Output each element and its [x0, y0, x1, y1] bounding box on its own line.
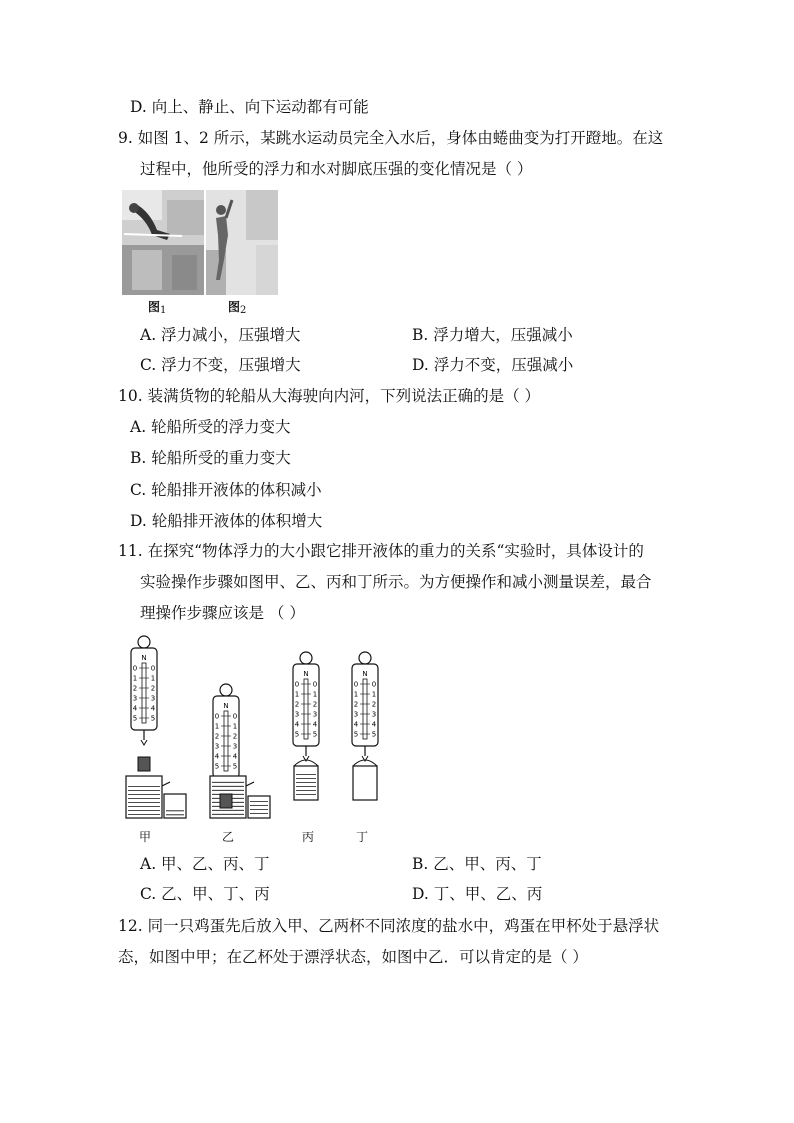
q11-label-jia: 甲: [139, 830, 152, 844]
scale-tick-label-right: 3: [371, 710, 377, 719]
scale-tick-label-left: 3: [294, 710, 300, 719]
beaker-wall: [294, 766, 318, 800]
scale-slot: [224, 711, 228, 771]
scale-tick-label-right: 3: [232, 742, 238, 751]
scale-tick-label-left: 1: [132, 674, 138, 683]
scale-unit: N: [223, 702, 229, 710]
scale-tick-label-left: 2: [214, 732, 220, 741]
weight-block-jia: [138, 757, 150, 771]
weight-block-yi: [220, 794, 232, 808]
bucket-bing: [294, 766, 318, 800]
scale-ring: [359, 652, 371, 664]
q12-stem-line1: 12. 同一只鸡蛋先后放入甲、乙两杯不同浓度的盐水中，鸡蛋在甲杯处于悬浮状: [118, 917, 660, 935]
scale-tick-label-left: 1: [353, 690, 359, 699]
scale-tick-label-left: 3: [353, 710, 359, 719]
scale-tick-label-left: 5: [132, 714, 138, 723]
scale-tick-label-right: 3: [312, 710, 318, 719]
scale-bing: [293, 652, 319, 761]
scale-tick-label-left: 3: [132, 694, 138, 703]
scale-tick-label-left: 0: [353, 680, 359, 689]
scale-tick-label-right: 0: [232, 712, 238, 721]
q8-option-d: D. 向上、静止、向下运动都有可能: [130, 98, 369, 116]
scale-tick-label-right: 0: [150, 664, 156, 673]
scale-tick-label-right: 4: [232, 752, 238, 761]
q11-stem-line3: 理操作步骤应该是 （ ）: [140, 604, 305, 622]
scale-tick-label-left: 0: [214, 712, 220, 721]
q9-option-a: A. 浮力减小，压强增大: [140, 326, 301, 344]
q9-stem-line2: 过程中，他所受的浮力和水对脚底压强的变化情况是（ ）: [140, 160, 533, 178]
q11-option-c: C. 乙、甲、丁、丙: [140, 885, 270, 903]
scale-unit: N: [141, 654, 147, 662]
q9-figure-1-photo: [122, 190, 204, 295]
spout-yi: [246, 782, 254, 786]
q9-figure-2-caption: 图$_2$: [228, 300, 247, 316]
scale-slot: [304, 679, 308, 739]
scale-tick-label-left: 4: [294, 720, 300, 729]
scale-tick-label-right: 5: [150, 714, 156, 723]
scale-tick-label-right: 2: [312, 700, 318, 709]
q9-figure-2-photo: [206, 190, 278, 295]
q10-option-c: C. 轮船排开液体的体积减小: [130, 481, 322, 499]
scale-tick-label-right: 1: [312, 690, 318, 699]
beaker-wall: [353, 766, 377, 800]
scale-tick-label-right: 5: [312, 730, 318, 739]
scale-tick-label-right: 1: [371, 690, 377, 699]
scale-tick-label-right: 4: [312, 720, 318, 729]
overflow-beaker-jia: [126, 776, 162, 818]
scale-tick-label-right: 1: [150, 674, 156, 683]
scale-unit: N: [303, 670, 309, 678]
scale-tick-label-left: 2: [353, 700, 359, 709]
q11-apparatus-figure: [118, 636, 398, 836]
scale-unit: N: [362, 670, 368, 678]
q11-label-ding: 丁: [356, 830, 369, 844]
scale-tick-label-right: 0: [371, 680, 377, 689]
scale-ring: [300, 652, 312, 664]
scale-ring: [138, 636, 150, 648]
q11-option-b: B. 乙、甲、丙、丁: [412, 855, 542, 873]
scale-hook-tip: [141, 740, 147, 745]
q10-option-d: D. 轮船排开液体的体积增大: [130, 512, 323, 530]
q9-option-c: C. 浮力不变，压强增大: [140, 356, 301, 374]
scale-slot: [363, 679, 367, 739]
q9-option-d: D. 浮力不变，压强减小: [412, 356, 574, 374]
scale-tick-label-right: 5: [232, 762, 238, 771]
q11-stem-line2: 实验操作步骤如图甲、乙、丙和丁所示。为方便操作和减小测量误差，最合: [140, 573, 652, 591]
scale-tick-label-right: 4: [150, 704, 156, 713]
spout-jia: [162, 782, 170, 786]
q10-option-b: B. 轮船所受的重力变大: [130, 449, 291, 467]
scale-tick-label-left: 0: [132, 664, 138, 673]
q11-label-yi: 乙: [222, 830, 235, 844]
scale-tick-label-left: 0: [294, 680, 300, 689]
scale-tick-label-right: 0: [312, 680, 318, 689]
q10-option-a: A. 轮船所受的浮力变大: [130, 418, 291, 436]
scale-jia: [131, 636, 157, 745]
scale-tick-label-left: 4: [214, 752, 220, 761]
scale-tick-label-left: 1: [214, 722, 220, 731]
catch-cup-jia: [164, 794, 186, 818]
scale-tick-label-right: 3: [150, 694, 156, 703]
q11-option-a: A. 甲、乙、丙、丁: [140, 855, 270, 873]
q11-label-bing: 丙: [302, 830, 315, 844]
scale-tick-label-left: 2: [132, 684, 138, 693]
scale-slot: [142, 663, 146, 723]
q9-option-b: B. 浮力增大，压强减小: [412, 326, 573, 344]
scale-tick-label-right: 2: [232, 732, 238, 741]
q11-stem-line1: 11. 在探究“物体浮力的大小跟它排开液体的重力的关系“实验时，具体设计的: [118, 542, 644, 560]
scale-tick-label-right: 4: [371, 720, 377, 729]
q12-stem-line2: 态，如图中甲；在乙杯处于漂浮状态，如图中乙．可以肯定的是（ ）: [118, 948, 588, 966]
q9-stem-line1: 9. 如图 1、2 所示，某跳水运动员完全入水后，身体由蜷曲变为打开蹬地。在这: [118, 129, 664, 147]
bucket-ding: [353, 766, 377, 800]
scale-ring: [220, 684, 232, 696]
scale-tick-label-right: 1: [232, 722, 238, 731]
catch-cup-yi: [248, 796, 270, 818]
scale-tick-label-left: 5: [353, 730, 359, 739]
scale-tick-label-left: 5: [294, 730, 300, 739]
beaker-wall: [126, 776, 162, 818]
q10-stem: 10. 装满货物的轮船从大海驶向内河，下列说法正确的是（ ）: [118, 387, 541, 405]
scale-tick-label-left: 4: [132, 704, 138, 713]
scale-tick-label-left: 4: [353, 720, 359, 729]
scale-tick-label-left: 2: [294, 700, 300, 709]
scale-ding: [352, 652, 378, 761]
q11-option-d: D. 丁、甲、乙、丙: [412, 885, 543, 903]
scale-tick-label-right: 5: [371, 730, 377, 739]
scale-tick-label-left: 5: [214, 762, 220, 771]
scale-tick-label-right: 2: [150, 684, 156, 693]
scale-tick-label-left: 1: [294, 690, 300, 699]
beaker-wall: [248, 796, 270, 818]
q9-figure-1-caption: 图$_1$: [148, 300, 167, 316]
scale-tick-label-right: 2: [371, 700, 377, 709]
scale-tick-label-left: 3: [214, 742, 220, 751]
